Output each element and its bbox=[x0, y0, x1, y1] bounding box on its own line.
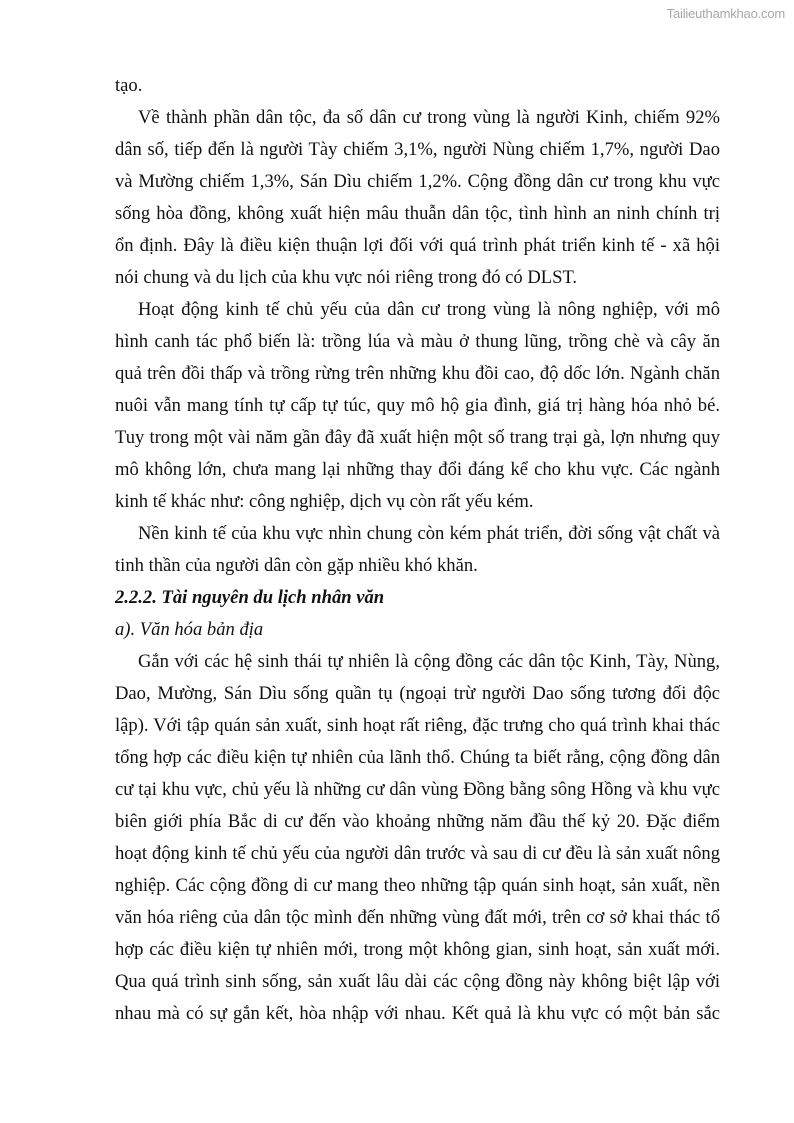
text-line: mô không lớn, chưa mang lại những thay đổi đáng kể cho khu vực. Các ngành bbox=[115, 459, 720, 480]
text-line: nói chung và du lịch của khu vực nói riêng trong đó có DLST. bbox=[115, 267, 578, 288]
text-line: nghiệp. Các cộng đồng di cư mang theo những tập quán sinh hoạt, sản xuất, nền bbox=[115, 875, 720, 896]
paragraph-indigenous-culture bbox=[115, 646, 720, 1030]
subsection-heading: a). Văn hóa bản địa bbox=[115, 619, 264, 640]
text-line: kinh tế khác như: công nghiệp, dịch vụ còn rất yếu kém. bbox=[115, 491, 534, 512]
text-line: Tuy trong một vài năm gần đây đã xuất hiện một số trang trại gà, lợn nhưng quy bbox=[115, 427, 720, 448]
text-line: Qua quá trình sinh sống, sản xuất lâu dài các cộng đồng này không biệt lập với bbox=[115, 971, 720, 992]
text-line: biên giới phía Bắc di cư đến vào khoảng những năm đầu thế kỷ 20. Đặc điểm bbox=[115, 811, 720, 832]
text-line: văn hóa riêng của dân tộc mình đến những vùng đất mới, trên cơ sở khai thác tổ bbox=[115, 907, 720, 928]
text-line: dân số, tiếp đến là người Tày chiếm 3,1%, người Nùng chiếm 1,7%, người Dao bbox=[115, 139, 720, 160]
text-line: Về thành phần dân tộc, đa số dân cư trong vùng là người Kinh, chiếm 92% bbox=[138, 107, 720, 128]
text-line: hợp các điều kiện tự nhiên mới, trong một không gian, sinh hoạt, sản xuất mới. bbox=[115, 939, 720, 960]
text-line: tổng hợp các điều kiện tự nhiên của lãnh thổ. Chúng ta biết rằng, cộng đồng dân bbox=[115, 747, 720, 768]
paragraph-ethnic-composition bbox=[115, 102, 720, 294]
text-line: và Mường chiếm 1,3%, Sán Dìu chiếm 1,2%. Cộng đồng dân cư trong khu vực bbox=[115, 171, 720, 192]
text-line: hoạt động kinh tế chủ yếu của người dân trước và sau di cư đều là sản xuất nông bbox=[115, 843, 720, 864]
text-line: Dao, Mường, Sán Dìu sống quần tụ (ngoại trừ người Dao sống tương đối độc bbox=[115, 683, 720, 704]
text-line: Gắn với các hệ sinh thái tự nhiên là cộng đồng các dân tộc Kinh, Tày, Nùng, bbox=[138, 651, 720, 672]
text-line: nhau mà có sự gắn kết, hòa nhập với nhau. Kết quả là khu vực có một bản sắc bbox=[115, 1003, 720, 1024]
text-line: quả trên đồi thấp và trồng rừng trên những khu đồi cao, độ dốc lớn. Ngành chăn bbox=[115, 363, 720, 384]
paragraph-economic-activity bbox=[115, 294, 720, 518]
section-heading: 2.2.2. Tài nguyên du lịch nhân văn bbox=[115, 587, 385, 608]
text-line: cư tại khu vực, chủ yếu là những cư dân vùng Đồng bằng sông Hồng và khu vực bbox=[115, 779, 720, 800]
text-line: lập). Với tập quán sản xuất, sinh hoạt rất riêng, đặc trưng cho quá trình khai thác bbox=[115, 715, 720, 736]
text-line: tinh thần của người dân còn gặp nhiều khó khăn. bbox=[115, 555, 478, 576]
text-line: sống hòa đồng, không xuất hiện mâu thuẫn dân tộc, tình hình an ninh chính trị bbox=[115, 203, 720, 224]
text-line: hình canh tác phổ biến là: trồng lúa và màu ở thung lũng, trồng chè và cây ăn bbox=[115, 331, 720, 352]
paragraph-economy-summary bbox=[115, 518, 720, 582]
text-line: Hoạt động kinh tế chủ yếu của dân cư trong vùng là nông nghiệp, với mô bbox=[138, 299, 720, 320]
watermark: Tailieuthamkhao.com bbox=[666, 6, 785, 21]
text-line: nuôi vẫn mang tính tự cấp tự túc, quy mô hộ gia đình, giá trị hàng hóa nhỏ bé. bbox=[115, 395, 720, 416]
text-line: tạo. bbox=[115, 75, 143, 96]
document-page bbox=[115, 70, 720, 1030]
text-line: ổn định. Đây là điều kiện thuận lợi đối với quá trình phát triển kinh tế - xã hội bbox=[115, 235, 720, 256]
text-line: Nền kinh tế của khu vực nhìn chung còn kém phát triển, đời sống vật chất và bbox=[138, 523, 720, 544]
